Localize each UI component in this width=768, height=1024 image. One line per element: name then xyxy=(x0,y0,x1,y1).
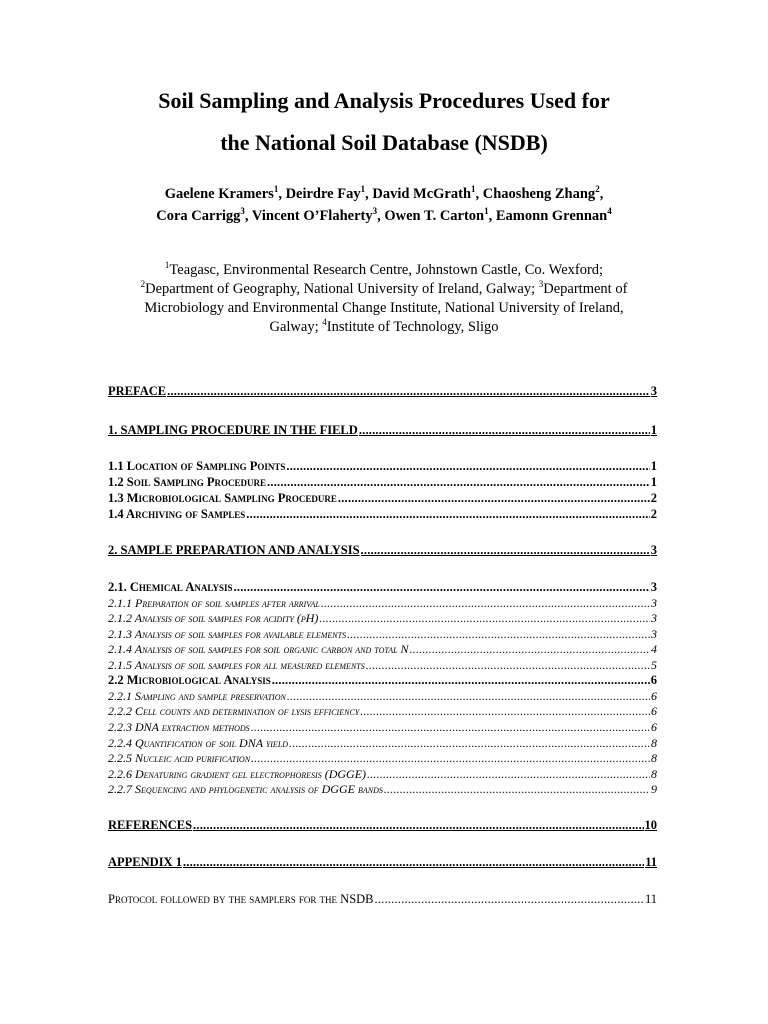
toc-entry-2-1-4[interactable] xyxy=(108,642,657,657)
toc-page-number: 6 xyxy=(651,704,657,718)
toc-entry-label: 2.2.7 Sequencing and phylogenetic analysis of DGGE bands xyxy=(108,782,383,796)
toc-dot-leader xyxy=(375,892,644,907)
author-separator: , xyxy=(244,208,252,224)
author-affiliation-number: 2 xyxy=(595,184,600,195)
toc-entry-label: 2.2.3 DNA extraction methods xyxy=(108,720,250,734)
toc-dot-leader xyxy=(267,475,650,490)
toc-entry-protocol[interactable] xyxy=(108,892,657,907)
affiliation-text: Microbiology and Environmental Change Institute, National University of Ireland, xyxy=(144,300,624,316)
author-separator: , xyxy=(475,186,483,202)
toc-page-number: 2 xyxy=(650,507,657,521)
author-name: Deirdre Fay xyxy=(285,186,361,202)
toc-entry-2-2-5[interactable] xyxy=(108,751,657,766)
toc-dot-leader xyxy=(384,782,650,797)
toc-page-number: 4 xyxy=(651,642,657,656)
toc-page-number: 11 xyxy=(645,855,657,869)
toc-dot-leader xyxy=(286,459,649,474)
toc-page-number: 2 xyxy=(650,491,657,505)
toc-entry-label: PREFACE xyxy=(108,384,167,398)
toc-entry-section-1[interactable] xyxy=(108,423,657,438)
author-name: David McGrath xyxy=(372,186,472,202)
author-affiliation-number: 1 xyxy=(471,184,476,195)
toc-page-number: 10 xyxy=(644,818,657,832)
toc-dot-leader xyxy=(289,736,650,751)
author-name: Chaosheng Zhang xyxy=(482,186,596,202)
affiliation-text: Galway; xyxy=(269,319,319,335)
document-title-line-2: the National Soil Database (NSDB) xyxy=(220,130,548,155)
author-affiliation-number: 1 xyxy=(360,184,366,195)
author-line-1 xyxy=(0,183,768,205)
affiliation-line-1 xyxy=(0,261,768,280)
toc-dot-leader xyxy=(251,720,650,735)
toc-page-number: 3 xyxy=(651,627,657,641)
toc-dot-leader xyxy=(347,627,650,642)
affiliation-number: 2 xyxy=(140,279,146,290)
toc-entry-1-1[interactable] xyxy=(108,459,657,474)
toc-page-number: 3 xyxy=(650,580,657,594)
toc-entry-label: REFERENCES xyxy=(108,818,193,832)
author-name: Gaelene Kramers xyxy=(164,186,274,202)
toc-entry-2-1-1[interactable] xyxy=(108,596,657,611)
toc-entry-label: 1.2 Soil Sampling Procedure xyxy=(108,475,267,489)
toc-dot-leader xyxy=(410,642,650,657)
toc-page-number: 8 xyxy=(651,767,657,781)
toc-page-number: 5 xyxy=(651,658,657,672)
toc-dot-leader xyxy=(234,580,650,595)
affiliation-number: 4 xyxy=(322,317,327,328)
toc-entry-2-2-3[interactable] xyxy=(108,720,657,735)
toc-dot-leader xyxy=(183,855,644,870)
affiliation-text: Institute of Technology, Sligo xyxy=(326,319,499,335)
affiliation-line-3 xyxy=(0,299,768,318)
toc-dot-leader xyxy=(287,689,650,704)
toc-entry-label: 2.2.2 Cell counts and determination of lysis efficiency xyxy=(108,704,360,718)
author-separator: , xyxy=(599,186,604,202)
toc-dot-leader xyxy=(338,491,650,506)
author-separator: , xyxy=(365,186,373,202)
affiliation-line-4 xyxy=(0,318,768,337)
toc-page-number: 3 xyxy=(650,543,657,557)
toc-page-number: 6 xyxy=(650,673,657,687)
toc-page-number: 9 xyxy=(651,782,657,796)
toc-entry-label: 1.3 Microbiological Sampling Procedure xyxy=(108,491,337,505)
toc-dot-leader xyxy=(193,818,643,833)
toc-dot-leader xyxy=(361,543,650,558)
toc-entry-1-4[interactable] xyxy=(108,507,657,522)
toc-page-number: 6 xyxy=(651,689,657,703)
toc-page-number: 3 xyxy=(650,384,657,398)
toc-page-number: 8 xyxy=(651,736,657,750)
toc-entry-label: 2.1.1 Preparation of soil samples after arrival xyxy=(108,596,320,610)
affiliations xyxy=(0,261,768,337)
toc-entry-label: 2. SAMPLE PREPARATION AND ANALYSIS xyxy=(108,543,360,557)
toc-entry-label: 2.2.6 Denaturing gradient gel electrophoresis (DGGE) xyxy=(108,767,367,781)
toc-entry-label: 2.1. Chemical Analysis xyxy=(108,580,233,594)
toc-dot-leader xyxy=(360,704,650,719)
author-affiliation-number: 3 xyxy=(240,206,245,217)
toc-page-number: 3 xyxy=(651,611,657,625)
toc-entry-2-2-6[interactable] xyxy=(108,767,657,782)
toc-entry-2-2-2[interactable] xyxy=(108,704,657,719)
toc-page-number: 1 xyxy=(650,475,657,489)
toc-entry-appendix-1[interactable] xyxy=(108,855,657,870)
toc-entry-2-1-2[interactable] xyxy=(108,611,657,626)
toc-entry-2-2[interactable] xyxy=(108,673,657,688)
affiliation-text: Teagasc, Environmental Research Centre, Johnstown Castle, Co. Wexford; xyxy=(169,262,604,278)
toc-page-number: 8 xyxy=(651,751,657,765)
toc-dot-leader xyxy=(167,384,650,399)
toc-dot-leader xyxy=(321,596,650,611)
author-affiliation-number: 1 xyxy=(484,206,489,217)
toc-entry-label: 1. SAMPLING PROCEDURE IN THE FIELD xyxy=(108,423,358,437)
toc-dot-leader xyxy=(367,767,650,782)
author-name: Eamonn Grennan xyxy=(495,208,608,224)
toc-entry-label: 2.1.4 Analysis of soil samples for soil organic carbon and total N xyxy=(108,642,409,656)
author-name: Cora Carrigg xyxy=(156,208,241,224)
author-name: Vincent O’Flaherty xyxy=(251,208,373,224)
toc-entry-label: 2.2.4 Quantification of soil DNA yield xyxy=(108,736,289,750)
toc-entry-2-1-3[interactable] xyxy=(108,627,657,642)
toc-dot-leader xyxy=(319,611,650,626)
toc-page-number: 11 xyxy=(644,892,657,906)
toc-entry-label: 2.2.5 Nucleic acid purification xyxy=(108,751,251,765)
author-affiliation-number: 3 xyxy=(372,206,378,217)
toc-entry-1-2[interactable] xyxy=(108,475,657,490)
author-separator: , xyxy=(377,208,385,224)
author-name: Owen T. Carton xyxy=(384,208,485,224)
toc-entry-label: APPENDIX 1 xyxy=(108,855,182,869)
toc-entry-2-2-7[interactable] xyxy=(108,782,657,797)
toc-dot-leader xyxy=(366,658,650,673)
toc-dot-leader xyxy=(359,423,650,438)
affiliation-number: 1 xyxy=(164,260,170,271)
document-title-line-1: Soil Sampling and Analysis Procedures Used for xyxy=(158,88,610,113)
toc-entry-1-3[interactable] xyxy=(108,491,657,506)
toc-dot-leader xyxy=(246,507,649,522)
toc-page-number: 1 xyxy=(650,459,657,473)
toc-entry-2-1[interactable] xyxy=(108,580,657,595)
toc-page-number: 6 xyxy=(651,720,657,734)
toc-entry-label: 1.1 Location of Sampling Points xyxy=(108,459,286,473)
toc-entry-section-2[interactable] xyxy=(108,543,657,558)
author-affiliation-number: 4 xyxy=(607,206,612,217)
toc-entry-label: 1.4 Archiving of Samples xyxy=(108,507,246,521)
toc-page-number: 1 xyxy=(650,423,657,437)
toc-entry-references[interactable] xyxy=(108,818,657,833)
author-affiliation-number: 1 xyxy=(273,184,279,195)
toc-entry-label: 2.1.3 Analysis of soil samples for available elements xyxy=(108,627,347,641)
author-line-2 xyxy=(0,205,768,227)
affiliation-text: Department of Geography, National University of Ireland, Galway; xyxy=(145,281,536,297)
toc-entry-2-1-5[interactable] xyxy=(108,658,657,673)
toc-entry-2-2-4[interactable] xyxy=(108,736,657,751)
toc-entry-label: Protocol followed by the samplers for the NSDB xyxy=(108,892,374,906)
toc-entry-label: 2.1.2 Analysis of soil samples for acidity (pH) xyxy=(108,611,319,625)
toc-dot-leader xyxy=(251,751,650,766)
affiliation-text: Department of xyxy=(543,281,628,297)
toc-entry-label: 2.1.5 Analysis of soil samples for all measured elements xyxy=(108,658,365,672)
toc-dot-leader xyxy=(272,673,650,688)
affiliation-line-2 xyxy=(0,280,768,299)
author-separator: , xyxy=(488,208,496,224)
affiliation-number: 3 xyxy=(538,279,544,290)
author-separator: , xyxy=(278,186,286,202)
toc-entry-2-2-1[interactable] xyxy=(108,689,657,704)
toc-entry-label: 2.2 Microbiological Analysis xyxy=(108,673,271,687)
author-list xyxy=(0,183,768,227)
toc-entry-label: 2.2.1 Sampling and sample preservation xyxy=(108,689,286,703)
toc-page-number: 3 xyxy=(651,596,657,610)
toc-entry-preface[interactable] xyxy=(108,384,657,399)
